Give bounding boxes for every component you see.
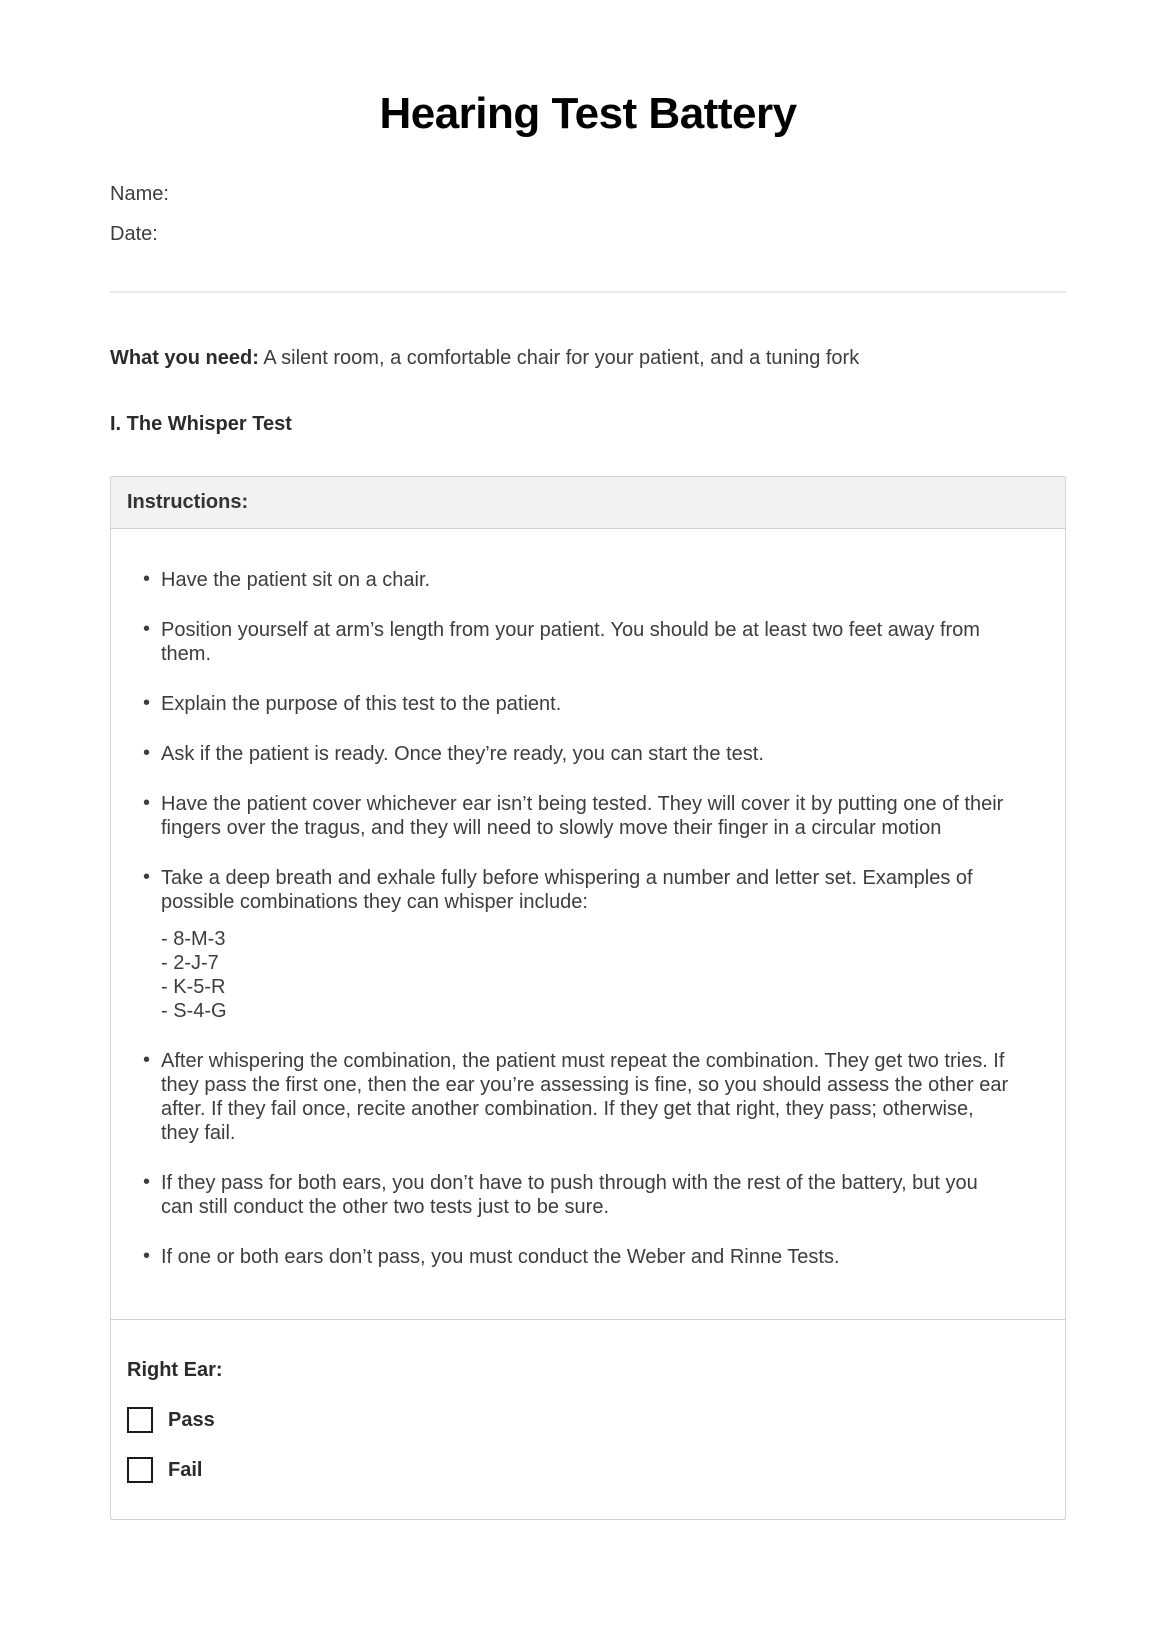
instruction-bullet xyxy=(141,1171,1013,1219)
bullet-text: If one or both ears don’t pass, you must conduct the Weber and Rinne Tests. xyxy=(161,1246,840,1269)
right-ear-label: Right Ear: xyxy=(127,1359,223,1382)
bullet-text: After whispering the combination, the patient must repeat the combination. They get two tries. If they pass the first one, then the ear you’re assessing is fine, so you should assess the other ear after. If they fail once, recite another combination. If they get that right, they pass; otherwise, they fail. xyxy=(161,1050,1009,1145)
bullet-text: Ask if the patient is ready. Once they’re ready, you can start the test. xyxy=(161,743,764,766)
meta-fields xyxy=(110,182,1066,246)
checkbox-pass-icon[interactable] xyxy=(127,1407,153,1433)
checkbox-label: Pass xyxy=(168,1408,215,1431)
instruction-bullet xyxy=(141,1049,1013,1145)
right-ear-option-row xyxy=(127,1407,1049,1433)
page-title: Hearing Test Battery xyxy=(379,89,797,138)
name-field-label: Name: xyxy=(110,183,169,206)
instructions-list xyxy=(141,568,1019,1269)
instructions-box xyxy=(110,476,1066,1520)
combination-examples xyxy=(161,927,1013,1023)
checkbox-fail-icon[interactable] xyxy=(127,1457,153,1483)
instruction-bullet xyxy=(141,742,1013,766)
checkbox-label: Fail xyxy=(168,1458,203,1481)
instruction-bullet xyxy=(141,618,1013,666)
what-you-need-label: What you need: xyxy=(110,347,259,370)
instruction-bullet xyxy=(141,792,1013,840)
instructions-body xyxy=(111,529,1065,1319)
bullet-text: Position yourself at arm’s length from your patient. You should be at least two feet away from them. xyxy=(161,619,980,666)
what-you-need-text: A silent room, a comfortable chair for your patient, and a tuning fork xyxy=(263,347,860,370)
bullet-text: Explain the purpose of this test to the patient. xyxy=(161,693,562,716)
date-field-label: Date: xyxy=(110,223,158,246)
instruction-bullet xyxy=(141,1245,1013,1269)
bullet-text: If they pass for both ears, you don’t have to push through with the rest of the battery, but you can still conduct the other two tests just to be sure. xyxy=(161,1172,978,1219)
instruction-bullet xyxy=(141,866,1013,1023)
instructions-header: Instructions: xyxy=(111,477,1065,529)
right-ear-option-row xyxy=(127,1457,1049,1483)
what-you-need-line xyxy=(110,346,1066,370)
bullet-text: Have the patient cover whichever ear isn’t being tested. They will cover it by putting one of their fingers over the tragus, and they will need to slowly move their finger in a circular motion xyxy=(161,793,1004,840)
section-divider xyxy=(110,291,1066,293)
combination-example: - 2-J-7 xyxy=(161,952,219,975)
bullet-text: Take a deep breath and exhale fully before whispering a number and letter set. Examples of possible combinations they can whisper include: xyxy=(161,867,973,914)
right-ear-options xyxy=(127,1407,1049,1483)
right-ear-section xyxy=(111,1319,1065,1519)
instruction-bullet xyxy=(141,692,1013,716)
combination-example: - 8-M-3 xyxy=(161,928,226,951)
instruction-bullet xyxy=(141,568,1013,592)
combination-example: - K-5-R xyxy=(161,976,226,999)
section-heading-whisper-test: I. The Whisper Test xyxy=(110,413,292,436)
combination-example: - S-4-G xyxy=(161,1000,227,1023)
bullet-text: Have the patient sit on a chair. xyxy=(161,569,431,592)
